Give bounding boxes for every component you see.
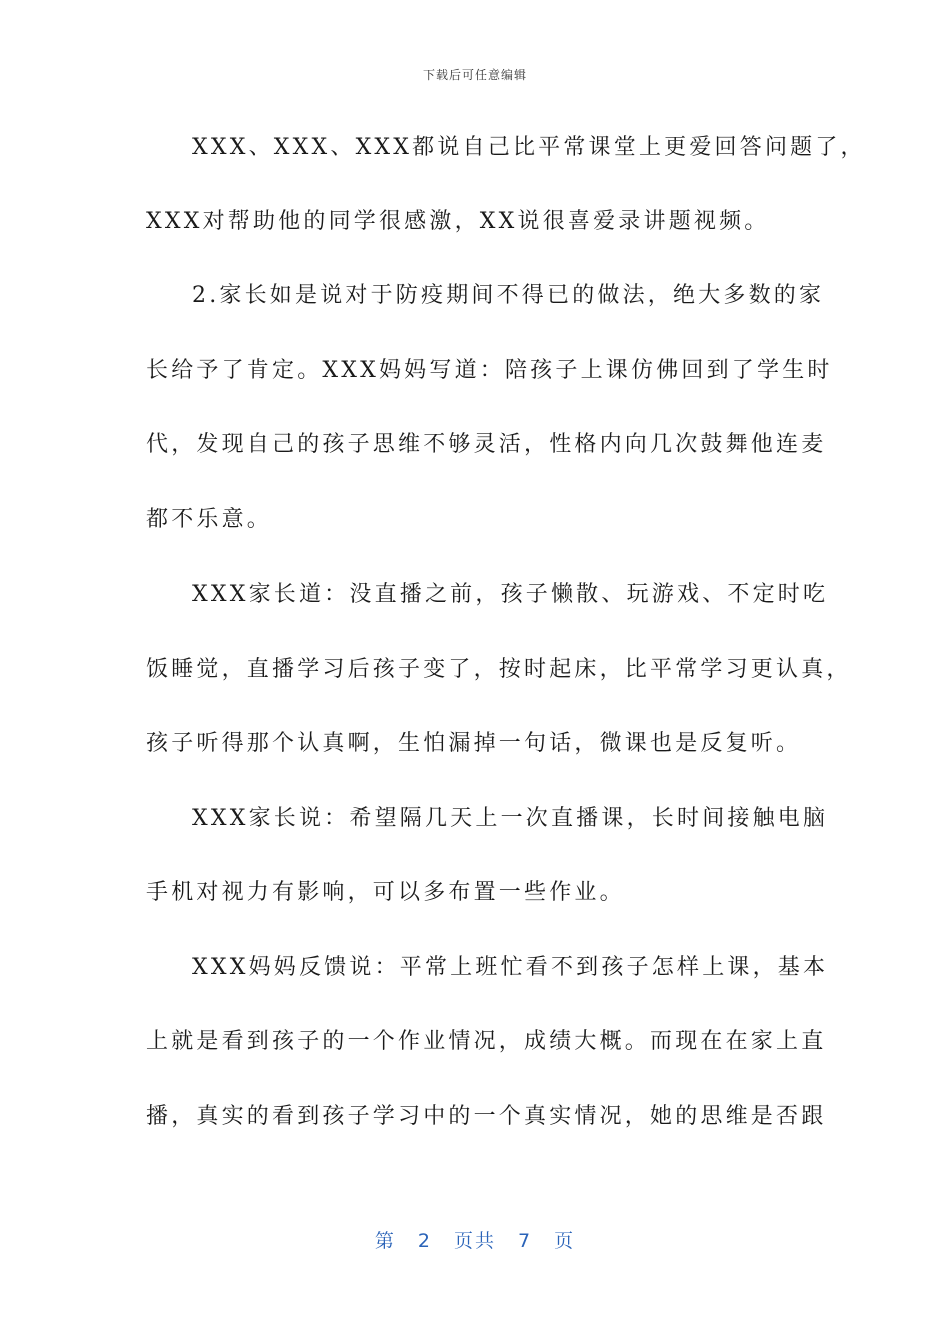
text-line: 长给予了肯定。XXX妈妈写道：陪孩子上课仿佛回到了学生时 (146, 358, 833, 383)
text-line: 都不乐意。 (146, 507, 273, 532)
text-line: XXX、XXX、XXX都说自己比平常课堂上更爱回答问题了， (192, 135, 866, 160)
text-line: 手机对视力有影响，可以多布置一些作业。 (146, 880, 625, 905)
text-line: 饭睡觉，直播学习后孩子变了，按时起床，比平常学习更认真， (146, 657, 852, 682)
text-line: 2.家长如是说对于防疫期间不得已的做法，绝大多数的家 (192, 283, 825, 308)
text-line: XXX家长说：希望隔几天上一次直播课，长时间接触电脑 (192, 806, 829, 831)
text-line: 上就是看到孩子的一个作业情况，成绩大概。而现在在家上直 (146, 1029, 827, 1054)
page-number (0, 1226, 950, 1253)
text-line: 播，真实的看到孩子学习中的一个真实情况，她的思维是否跟 (146, 1104, 827, 1129)
page-label-prefix: 第 (374, 1230, 396, 1252)
page-current: 2 (417, 1230, 432, 1252)
download-note: 下载后可任意编辑 (422, 68, 527, 82)
text-line: XXX对帮助他的同学很感激，XX说很喜爱录讲题视频。 (146, 209, 770, 234)
text-line: 孩子听得那个认真啊，生怕漏掉一句话，微课也是反复听。 (146, 731, 802, 756)
text-line: 代，发现自己的孩子思维不够灵活，性格内向几次鼓舞他连麦 (146, 432, 827, 457)
page-label-suffix: 页 (554, 1230, 576, 1252)
text-line: XXX妈妈反馈说：平常上班忙看不到孩子怎样上课，基本 (192, 955, 829, 980)
page-total: 7 (518, 1230, 533, 1252)
text-line: XXX家长道：没直播之前，孩子懒散、玩游戏、不定时吃 (192, 582, 829, 607)
page-label-of: 页共 (453, 1230, 496, 1252)
